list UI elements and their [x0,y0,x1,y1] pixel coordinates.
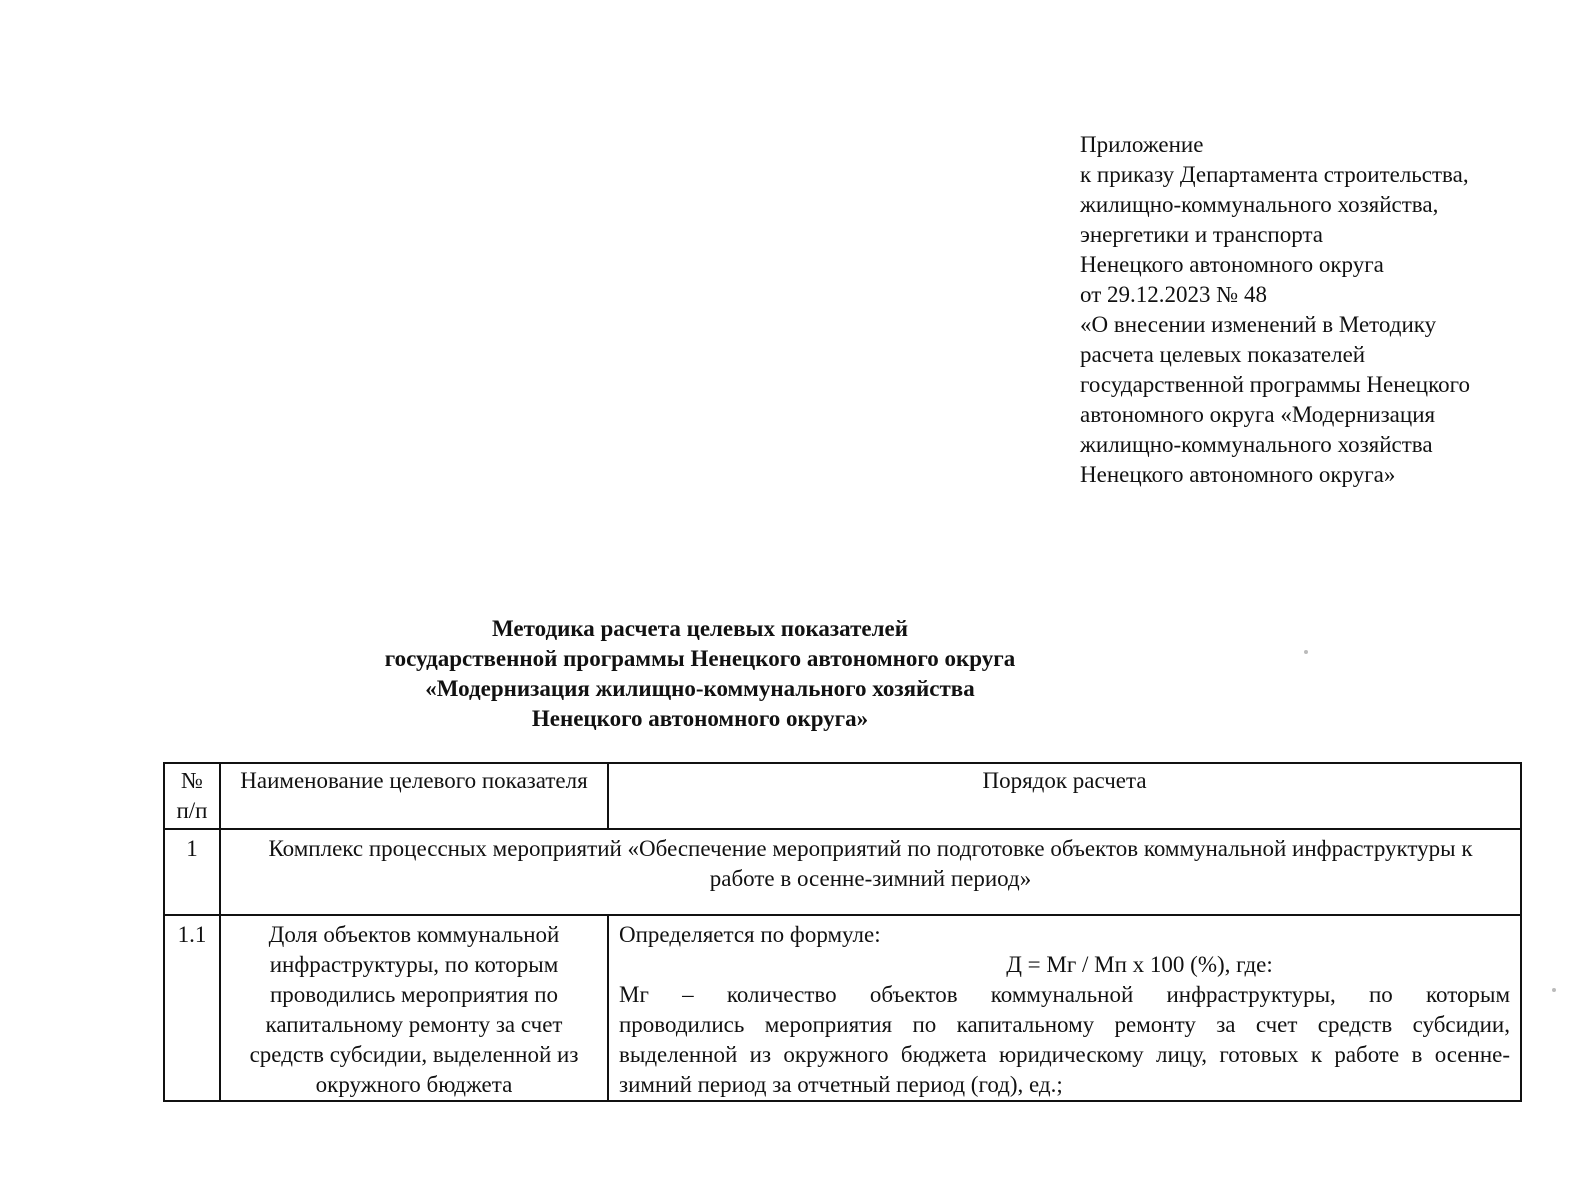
appendix-line: «О внесении изменений в Методику [1080,312,1437,337]
indicator-name: Доля объектов коммунальной инфраструктуры, по которым проводились мероприятия по капитальному ремонту за счет средств субсидии, выделенной из окружного бюджета [220,915,608,1101]
title-line: Методика расчета целевых показателей [492,616,908,641]
title-line: «Модернизация жилищно-коммунального хозяйства [425,676,975,701]
table-header-row [164,763,1521,829]
header-name: Наименование целевого показателя [220,763,608,829]
appendix-line: Ненецкого автономного округа [1080,252,1384,277]
header-num: № п/п [164,763,220,829]
definition-line: выделенной из окружного бюджета юридическому лицу, готовых к работе в осенне- [619,1042,1510,1067]
appendix-line: жилищно-коммунального хозяйства, [1080,192,1439,217]
appendix-line: жилищно-коммунального хозяйства [1080,432,1433,457]
section-title: Комплекс процессных мероприятий «Обеспечение мероприятий по подготовке объектов коммунальной инфраструктуры к работе в осенне-зимний период» [220,829,1521,915]
document-title [0,614,1400,734]
title-line: Ненецкого автономного округа» [531,706,869,731]
scan-speck [1552,988,1556,992]
appendix-line: энергетики и транспорта [1080,222,1323,247]
indicators-table [163,762,1522,1102]
title-line: государственной программы Ненецкого автономного округа [384,646,1016,671]
calculation-cell [608,915,1521,1101]
appendix-line: расчета целевых показателей [1080,342,1366,367]
appendix-line: государственной программы Ненецкого [1080,372,1470,397]
appendix-line: Ненецкого автономного округа» [1080,462,1396,487]
appendix-line: от 29.12.2023 № 48 [1080,282,1267,307]
header-calc: Порядок расчета [608,763,1521,829]
definition-line: Мг – количество объектов коммунальной инфраструктуры, по которым [619,982,1510,1007]
appendix-line: Приложение [1080,132,1204,157]
table-row [164,915,1521,1101]
definition-line: проводились мероприятия по капитальному ремонту за счет средств субсидии, [619,1012,1510,1037]
section-num: 1 [164,829,220,915]
appendix-line: автономного округа «Модернизация [1080,402,1436,427]
formula: Д = Мг / Мп х 100 (%), где: [1006,952,1273,977]
appendix-line: к приказу Департамента строительства, [1080,162,1469,187]
section-row [164,829,1521,915]
row-num: 1.1 [164,915,220,1101]
definition-line: зимний период за отчетный период (год), ед.; [619,1072,1063,1097]
scan-speck [1304,650,1308,654]
formula-intro: Определяется по формуле: [619,922,881,947]
appendix-header [1080,130,1550,490]
